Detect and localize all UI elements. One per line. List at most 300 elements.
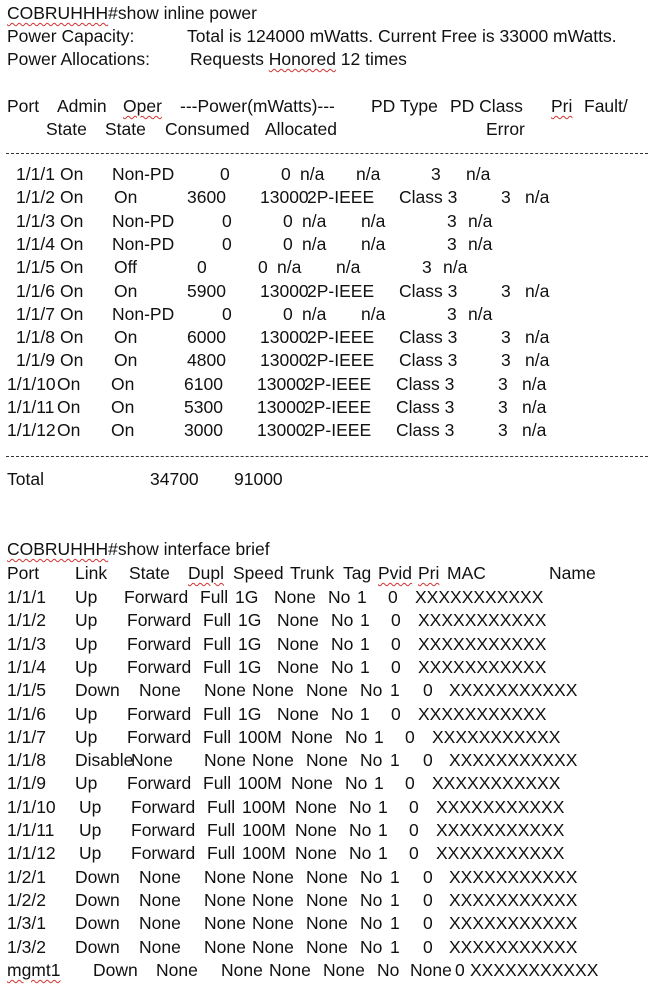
- pri-cell: 3: [447, 304, 457, 324]
- pd-class-cell: Class 3: [396, 374, 455, 394]
- pri-cell: 3: [431, 164, 441, 184]
- mac-cell: XXXXXXXXXXX: [418, 610, 547, 630]
- fault-cell: n/a: [468, 304, 493, 324]
- link-cell: Down: [93, 960, 138, 980]
- pri-cell: 0: [423, 937, 433, 957]
- pvid-cell: 1: [374, 727, 384, 747]
- command-text: #show inline power: [108, 3, 257, 23]
- col-trunk: Trunk: [290, 563, 335, 583]
- pd-type-cell: 2P-IEEE: [307, 281, 375, 301]
- consumed-cell: 0: [222, 211, 232, 231]
- consumed-cell: 5300: [184, 397, 223, 417]
- admin-cell: On: [60, 187, 84, 207]
- link-cell: Up: [79, 820, 102, 840]
- state-cell: Forward: [124, 587, 189, 607]
- pri-cell: 0: [388, 587, 398, 607]
- port-cell: 1/1/12: [7, 420, 56, 440]
- tag-cell: No: [360, 890, 383, 910]
- alloc-text-c: 12 times: [335, 49, 407, 69]
- port-cell: 1/1/3: [16, 211, 55, 231]
- pri-cell: 0: [409, 797, 419, 817]
- dupl-cell: Full: [203, 727, 232, 747]
- link-cell: Down: [75, 937, 120, 957]
- trunk-cell: None: [306, 680, 348, 700]
- port-cell: 1/1/10: [7, 374, 56, 394]
- col-tag: Tag: [343, 563, 372, 583]
- admin-cell: On: [60, 281, 84, 301]
- port-cell: 1/1/2: [16, 187, 55, 207]
- oper-cell: On: [111, 374, 135, 394]
- tag-cell: No: [360, 750, 383, 770]
- allocated-cell: 0: [258, 257, 268, 277]
- col-port: Port: [7, 563, 40, 583]
- admin-cell: On: [60, 304, 84, 324]
- allocated-cell: 13000: [257, 420, 306, 440]
- trunk-cell: None: [277, 634, 319, 654]
- speed-cell: 1G: [238, 704, 262, 724]
- dupl-cell: None: [204, 890, 246, 910]
- fault-cell: n/a: [525, 350, 550, 370]
- allocated-cell: 0: [283, 304, 293, 324]
- port-cell: 1/1/3: [7, 634, 46, 654]
- speed-cell: 100M: [242, 820, 286, 840]
- speed-cell: 100M: [238, 727, 282, 747]
- tag-cell: No: [331, 704, 354, 724]
- speed-cell: 1G: [235, 587, 259, 607]
- mac-cell: XXXXXXXXXXX: [418, 704, 547, 724]
- pri-cell: 0: [391, 610, 401, 630]
- link-cell: Up: [75, 610, 98, 630]
- tag-cell: No: [328, 587, 351, 607]
- iface-command-line: [7, 538, 270, 561]
- pd-class-cell: n/a: [361, 211, 386, 231]
- port-cell: 1/1/7: [16, 304, 55, 324]
- pvid-cell: None: [410, 960, 452, 980]
- col-pd-class: PD Class: [450, 96, 523, 116]
- admin-cell: On: [60, 350, 84, 370]
- col-admin: Admin: [57, 96, 107, 116]
- pd-type-cell: n/a: [302, 304, 327, 324]
- port-cell: 1/2/1: [7, 867, 46, 887]
- tag-cell: No: [345, 773, 368, 793]
- pd-class-cell: Class 3: [399, 187, 458, 207]
- oper-cell: On: [114, 187, 138, 207]
- pri-cell: 0: [391, 704, 401, 724]
- total-consumed: 34700: [150, 469, 199, 489]
- trunk-cell: None: [306, 890, 348, 910]
- state-cell: None: [131, 750, 173, 770]
- mac-cell: XXXXXXXXXXX: [432, 727, 561, 747]
- consumed-cell: 0: [220, 164, 230, 184]
- alloc-text-honored: Honored: [268, 49, 336, 69]
- oper-cell: Non-PD: [112, 164, 175, 184]
- allocated-cell: 0: [283, 211, 293, 231]
- link-cell: Up: [75, 634, 98, 654]
- pri-cell: 3: [447, 211, 457, 231]
- tag-cell: No: [349, 820, 372, 840]
- col-port: Port: [7, 96, 40, 116]
- tag-cell: No: [345, 727, 368, 747]
- port-cell: 1/1/9: [7, 773, 46, 793]
- dupl-cell: None: [204, 750, 246, 770]
- pd-type-cell: 2P-IEEE: [307, 187, 375, 207]
- total-label: Total: [7, 469, 44, 489]
- allocated-cell: 0: [283, 234, 293, 254]
- speed-cell: 100M: [238, 773, 282, 793]
- col-pri: Pri: [418, 563, 440, 583]
- speed-cell: None: [252, 750, 294, 770]
- mac-cell: XXXXXXXXXXX: [432, 773, 561, 793]
- trunk-cell: None: [277, 704, 319, 724]
- speed-cell: None: [269, 960, 311, 980]
- col-pvid: Pvid: [378, 563, 413, 583]
- pri-cell: 3: [447, 234, 457, 254]
- consumed-cell: 5900: [187, 281, 226, 301]
- port-cell: 1/1/10: [7, 797, 56, 817]
- pvid-cell: 1: [360, 610, 370, 630]
- col-oper: Oper: [123, 96, 162, 116]
- pd-type-cell: 2P-IEEE: [304, 397, 372, 417]
- tag-cell: No: [331, 657, 354, 677]
- oper-cell: Off: [114, 257, 138, 277]
- port-cell: 1/1/4: [7, 657, 46, 677]
- fault-cell: n/a: [525, 327, 550, 347]
- port-cell: 1/1/8: [16, 327, 55, 347]
- pvid-cell: 1: [390, 937, 400, 957]
- tag-cell: No: [360, 937, 383, 957]
- pri-cell: 0: [405, 727, 415, 747]
- pri-cell: 0: [405, 773, 415, 793]
- consumed-cell: 6100: [184, 374, 223, 394]
- pvid-cell: 1: [360, 634, 370, 654]
- dupl-cell: Full: [200, 587, 229, 607]
- power-capacity-value: Total is 124000 mWatts. Current Free is 33000 mWatts.: [187, 26, 617, 46]
- port-cell: 1/3/2: [7, 937, 46, 957]
- trunk-cell: None: [323, 960, 365, 980]
- mac-cell: XXXXXXXXXXX: [470, 960, 599, 980]
- link-cell: Down: [75, 890, 120, 910]
- allocated-cell: 13000: [260, 281, 309, 301]
- consumed-cell: 0: [197, 257, 207, 277]
- link-cell: Down: [75, 913, 120, 933]
- pri-cell: 3: [501, 187, 511, 207]
- trunk-cell: None: [306, 867, 348, 887]
- allocated-cell: 13000: [257, 397, 306, 417]
- mac-cell: XXXXXXXXXXX: [449, 937, 578, 957]
- consumed-cell: 0: [222, 304, 232, 324]
- pri-cell: 0: [423, 680, 433, 700]
- state-cell: Forward: [131, 820, 196, 840]
- dupl-cell: None: [204, 913, 246, 933]
- dupl-cell: Full: [207, 843, 236, 863]
- link-cell: Up: [79, 843, 102, 863]
- pri-cell: 3: [501, 327, 511, 347]
- speed-cell: None: [252, 680, 294, 700]
- speed-cell: 1G: [238, 657, 262, 677]
- trunk-cell: None: [306, 750, 348, 770]
- col-mac: MAC: [447, 563, 486, 583]
- col-dupl: Dupl: [188, 563, 224, 583]
- link-cell: Down: [75, 680, 120, 700]
- port-cell: 1/1/11: [7, 820, 55, 840]
- mac-cell: XXXXXXXXXXX: [449, 867, 578, 887]
- consumed-cell: 4800: [187, 350, 226, 370]
- pri-cell: 0: [391, 634, 401, 654]
- pri-cell: 0: [423, 890, 433, 910]
- mac-cell: XXXXXXXXXXX: [449, 750, 578, 770]
- state-cell: None: [139, 680, 181, 700]
- link-cell: Up: [75, 657, 98, 677]
- pri-cell: 3: [501, 350, 511, 370]
- col-power: ---Power(mWatts)---: [180, 96, 335, 116]
- pvid-cell: 1: [390, 913, 400, 933]
- divider: [6, 153, 648, 154]
- speed-cell: None: [252, 890, 294, 910]
- port-cell: 1/3/1: [7, 913, 46, 933]
- dupl-cell: Full: [203, 773, 232, 793]
- allocated-cell: 13000: [260, 187, 309, 207]
- pd-type-cell: n/a: [300, 164, 325, 184]
- pri-cell: 0: [423, 913, 433, 933]
- state-cell: None: [139, 890, 181, 910]
- pri-cell: 0: [391, 657, 401, 677]
- consumed-cell: 3600: [187, 187, 226, 207]
- port-cell: 1/1/8: [7, 750, 46, 770]
- pd-class-cell: Class 3: [396, 397, 455, 417]
- port-cell: 1/1/6: [16, 281, 55, 301]
- admin-cell: On: [57, 374, 81, 394]
- mac-cell: XXXXXXXXXXX: [415, 587, 544, 607]
- port-cell: 1/2/2: [7, 890, 46, 910]
- hostname: COBRUHHH: [7, 3, 109, 23]
- power-allocations-value: [190, 48, 407, 71]
- pvid-cell: 1: [357, 587, 367, 607]
- admin-cell: On: [60, 257, 84, 277]
- link-cell: Down: [75, 867, 120, 887]
- tag-cell: No: [377, 960, 400, 980]
- oper-cell: Non-PD: [112, 234, 175, 254]
- dupl-cell: Full: [203, 704, 232, 724]
- speed-cell: 100M: [242, 843, 286, 863]
- state-cell: Forward: [127, 657, 192, 677]
- col-oper-state: State: [105, 119, 146, 139]
- tag-cell: No: [331, 634, 354, 654]
- col-name: Name: [549, 563, 596, 583]
- hostname: COBRUHHH: [7, 539, 109, 559]
- col-fault: Fault/: [584, 96, 628, 116]
- link-cell: Up: [75, 587, 98, 607]
- pd-class-cell: n/a: [336, 257, 361, 277]
- pvid-cell: 1: [390, 750, 400, 770]
- port-cell: 1/1/7: [7, 727, 46, 747]
- mac-cell: XXXXXXXXXXX: [436, 843, 565, 863]
- col-admin-state: State: [46, 119, 87, 139]
- port-cell: mgmt1: [7, 960, 61, 980]
- trunk-cell: None: [277, 657, 319, 677]
- pd-class-cell: Class 3: [396, 420, 455, 440]
- link-cell: Disable: [75, 750, 134, 770]
- oper-cell: On: [114, 281, 138, 301]
- link-cell: Up: [75, 727, 98, 747]
- pd-type-cell: 2P-IEEE: [307, 327, 375, 347]
- pri-cell: 3: [422, 257, 432, 277]
- pd-type-cell: n/a: [302, 211, 327, 231]
- pd-type-cell: 2P-IEEE: [304, 420, 372, 440]
- power-allocations-label: Power Allocations:: [7, 49, 150, 69]
- pvid-cell: 1: [378, 843, 388, 863]
- pd-class-cell: Class 3: [399, 350, 458, 370]
- trunk-cell: None: [291, 773, 333, 793]
- mac-cell: XXXXXXXXXXX: [449, 680, 578, 700]
- tag-cell: No: [349, 797, 372, 817]
- fault-cell: n/a: [525, 187, 550, 207]
- divider: [6, 456, 648, 457]
- consumed-cell: 6000: [187, 327, 226, 347]
- fault-cell: n/a: [468, 234, 493, 254]
- oper-cell: On: [111, 397, 135, 417]
- col-speed: Speed: [233, 563, 284, 583]
- mac-cell: XXXXXXXXXXX: [418, 657, 547, 677]
- speed-cell: 1G: [238, 634, 262, 654]
- state-cell: Forward: [127, 704, 192, 724]
- speed-cell: 1G: [238, 610, 262, 630]
- fault-cell: n/a: [466, 164, 491, 184]
- pri-cell: 3: [498, 397, 508, 417]
- speed-cell: None: [252, 867, 294, 887]
- dupl-cell: None: [204, 937, 246, 957]
- pvid-cell: 1: [360, 704, 370, 724]
- allocated-cell: 13000: [257, 374, 306, 394]
- fault-cell: n/a: [522, 374, 547, 394]
- pd-type-cell: n/a: [302, 234, 327, 254]
- trunk-cell: None: [291, 727, 333, 747]
- pd-type-cell: 2P-IEEE: [307, 350, 375, 370]
- pvid-cell: 1: [378, 820, 388, 840]
- state-cell: Forward: [127, 634, 192, 654]
- oper-cell: Non-PD: [112, 304, 175, 324]
- admin-cell: On: [60, 327, 84, 347]
- mac-cell: XXXXXXXXXXX: [436, 797, 565, 817]
- pri-cell: 0: [409, 820, 419, 840]
- pri-cell: 0: [423, 867, 433, 887]
- mac-cell: XXXXXXXXXXX: [418, 634, 547, 654]
- col-state: State: [129, 563, 170, 583]
- admin-cell: On: [57, 420, 81, 440]
- oper-cell: Non-PD: [112, 211, 175, 231]
- pri-cell: 3: [498, 374, 508, 394]
- state-cell: Forward: [131, 797, 196, 817]
- port-cell: 1/1/12: [7, 843, 56, 863]
- fault-cell: n/a: [468, 211, 493, 231]
- mac-cell: XXXXXXXXXXX: [436, 820, 565, 840]
- tag-cell: No: [360, 680, 383, 700]
- tag-cell: No: [360, 913, 383, 933]
- pd-class-cell: n/a: [361, 304, 386, 324]
- state-cell: Forward: [127, 773, 192, 793]
- mac-cell: XXXXXXXXXXX: [449, 890, 578, 910]
- trunk-cell: None: [274, 587, 316, 607]
- port-cell: 1/1/9: [16, 350, 55, 370]
- port-cell: 1/1/5: [16, 257, 55, 277]
- trunk-cell: None: [277, 610, 319, 630]
- dupl-cell: Full: [207, 797, 236, 817]
- tag-cell: No: [331, 610, 354, 630]
- consumed-cell: 0: [222, 234, 232, 254]
- speed-cell: None: [252, 937, 294, 957]
- pvid-cell: 1: [378, 797, 388, 817]
- fault-cell: n/a: [522, 397, 547, 417]
- pri-cell: 0: [455, 960, 465, 980]
- oper-cell: On: [114, 327, 138, 347]
- alloc-text-a: Requests: [190, 49, 269, 69]
- state-cell: None: [139, 913, 181, 933]
- dupl-cell: Full: [203, 657, 232, 677]
- pri-cell: 3: [498, 420, 508, 440]
- fault-cell: n/a: [525, 281, 550, 301]
- col-consumed: Consumed: [165, 119, 250, 139]
- dupl-cell: Full: [203, 610, 232, 630]
- dupl-cell: None: [204, 680, 246, 700]
- state-cell: None: [139, 867, 181, 887]
- port-cell: 1/1/5: [7, 680, 46, 700]
- col-link: Link: [75, 563, 108, 583]
- link-cell: Up: [75, 773, 98, 793]
- port-cell: 1/1/1: [16, 164, 55, 184]
- port-cell: 1/1/11: [7, 397, 55, 417]
- link-cell: Up: [75, 704, 98, 724]
- tag-cell: No: [360, 867, 383, 887]
- pvid-cell: 1: [374, 773, 384, 793]
- pvid-cell: 1: [390, 890, 400, 910]
- pd-class-cell: Class 3: [399, 281, 458, 301]
- port-cell: 1/1/4: [16, 234, 55, 254]
- speed-cell: None: [252, 913, 294, 933]
- allocated-cell: 0: [281, 164, 291, 184]
- dupl-cell: Full: [203, 634, 232, 654]
- allocated-cell: 13000: [260, 327, 309, 347]
- total-allocated: 91000: [234, 469, 283, 489]
- col-pri: Pri: [551, 96, 573, 116]
- power-capacity-label: Power Capacity:: [7, 26, 135, 46]
- fault-cell: n/a: [443, 257, 468, 277]
- pvid-cell: 1: [390, 680, 400, 700]
- pd-class-cell: Class 3: [399, 327, 458, 347]
- pd-type-cell: 2P-IEEE: [304, 374, 372, 394]
- col-error: Error: [486, 119, 525, 139]
- trunk-cell: None: [295, 820, 337, 840]
- admin-cell: On: [57, 397, 81, 417]
- allocated-cell: 13000: [260, 350, 309, 370]
- tag-cell: No: [349, 843, 372, 863]
- pvid-cell: 1: [390, 867, 400, 887]
- pd-type-cell: n/a: [277, 257, 302, 277]
- trunk-cell: None: [295, 843, 337, 863]
- link-cell: Up: [79, 797, 102, 817]
- fault-cell: n/a: [522, 420, 547, 440]
- port-cell: 1/1/6: [7, 704, 46, 724]
- dupl-cell: None: [204, 867, 246, 887]
- col-pd-type: PD Type: [371, 96, 438, 116]
- admin-cell: On: [60, 211, 84, 231]
- admin-cell: On: [60, 234, 84, 254]
- state-cell: Forward: [127, 727, 192, 747]
- trunk-cell: None: [306, 937, 348, 957]
- power-command-line: [7, 2, 257, 25]
- pri-cell: 3: [501, 281, 511, 301]
- pri-cell: 0: [423, 750, 433, 770]
- mac-cell: XXXXXXXXXXX: [449, 913, 578, 933]
- trunk-cell: None: [295, 797, 337, 817]
